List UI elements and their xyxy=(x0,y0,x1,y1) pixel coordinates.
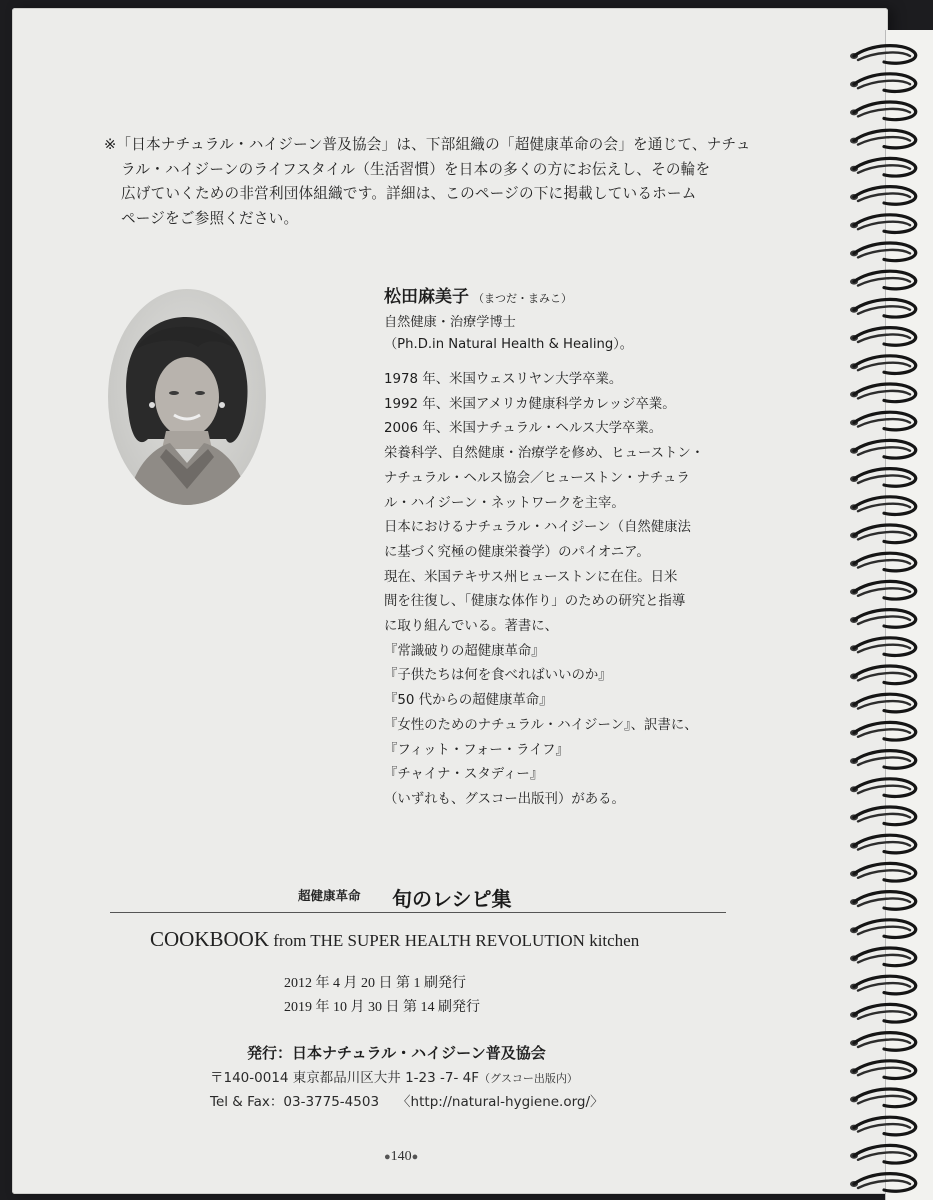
binding-coil xyxy=(850,666,916,684)
binding-coil xyxy=(850,863,916,881)
bio-line: 間を往復し、「健康な体作り」のための研究と指導 xyxy=(384,594,686,610)
binding-coil xyxy=(850,328,916,346)
binding-coil xyxy=(850,779,916,797)
publisher-address xyxy=(210,1066,578,1086)
bio-line: 日本におけるナチュラル・ハイジーン（自然健康法 xyxy=(384,520,691,536)
print-history-first: 2012 年 4 月 20 日 第 1 刷発行 xyxy=(284,976,466,991)
author-name: 松田麻美子 xyxy=(384,287,469,307)
binding-coil xyxy=(850,384,916,402)
bio-line: に取り組んでいる。著書に、 xyxy=(384,619,559,635)
binding-coil xyxy=(850,1089,916,1107)
author-bio xyxy=(384,282,844,813)
author-name-row xyxy=(384,282,844,312)
binding-coil xyxy=(850,497,916,515)
binding-coil xyxy=(850,948,916,966)
binding-coil xyxy=(850,610,916,628)
binding-coil xyxy=(850,553,916,571)
publisher-contact xyxy=(210,1090,604,1110)
bio-line: 栄養科学、自然健康・治療学を修め、ヒューストン・ xyxy=(384,446,705,462)
author-name-reading: （まつだ・まみこ） xyxy=(473,292,572,305)
bio-line: ナチュラル・ヘルス協会／ヒューストン・ナチュラ xyxy=(384,470,690,486)
binding-coil xyxy=(850,356,916,374)
colophon-english-title xyxy=(150,927,639,952)
bio-line: に基づく究極の健康栄養学）のパイオニア。 xyxy=(384,544,650,560)
page-number xyxy=(384,1149,418,1165)
bio-line: 『常識破りの超健康革命』 xyxy=(384,643,545,659)
binding-coil xyxy=(850,215,916,233)
page-number-text: 140 xyxy=(390,1149,412,1164)
binding-coil xyxy=(850,102,916,120)
author-bio-text xyxy=(384,368,844,813)
bio-line: 『子供たちは何を食べればいいのか』 xyxy=(384,668,612,684)
bio-line: 『フィット・フォー・ライフ』 xyxy=(384,742,569,758)
binding-coil xyxy=(850,187,916,205)
binding-coil xyxy=(850,1033,916,1051)
spiral-binding xyxy=(840,20,933,1200)
bio-line: 1978 年、米国ウェスリヤン大学卒業。 xyxy=(384,372,623,387)
note-line: ラル・ハイジーンのライフスタイル（生活習慣）を日本の多くの方にお伝えし、その輪を xyxy=(121,160,711,178)
binding-coil xyxy=(850,638,916,656)
english-title-part: from xyxy=(269,931,311,950)
bio-line: ル・ハイジーン・ネットワークを主宰。 xyxy=(384,495,625,511)
binding-coil xyxy=(850,299,916,317)
binding-coil xyxy=(850,1117,916,1135)
bio-line: 2006 年、米国ナチュラル・ヘルス大学卒業。 xyxy=(384,421,663,437)
binding-coil xyxy=(850,440,916,458)
address-text: 〒140-0014 東京都品川区大井 1-23 -7- 4F xyxy=(210,1070,479,1086)
binding-coil xyxy=(850,1145,916,1163)
english-title-part: COOKBOOK xyxy=(150,927,270,951)
binding-coil xyxy=(850,920,916,938)
binding-coil xyxy=(850,46,916,64)
author-title-en: （Ph.D.in Natural Health & Healing）。 xyxy=(384,337,633,352)
bio-line: 1992 年、米国アメリカ健康科学カレッジ卒業。 xyxy=(384,396,676,412)
binding-coil xyxy=(850,807,916,825)
binding-coil xyxy=(850,581,916,599)
bio-line: 『チャイナ・スタディー』 xyxy=(384,767,544,783)
binding-coil xyxy=(850,412,916,430)
binding-coil xyxy=(850,694,916,712)
binding-coil xyxy=(850,751,916,769)
author-title-jp: 自然健康・治療学博士 xyxy=(384,315,516,330)
binding-coil xyxy=(850,271,916,289)
bio-line: 現在、米国テキサス州ヒューストンに在住。日米 xyxy=(384,569,678,585)
binding-coil xyxy=(850,835,916,853)
organization-note xyxy=(104,133,754,231)
tel-fax: Tel & Fax：03-3775-4503 xyxy=(210,1094,380,1110)
bio-line: 『女性のためのナチュラル・ハイジーン』、訳書に、 xyxy=(384,717,698,733)
binding-coil xyxy=(850,469,916,487)
binding-coil xyxy=(850,1174,916,1192)
binding-coil xyxy=(850,976,916,994)
page-dot-left: ● xyxy=(384,1151,391,1163)
note-line: ページをご参照ください。 xyxy=(121,209,299,227)
website-url: 〈http://natural-hygiene.org/〉 xyxy=(397,1094,604,1110)
binding-coil xyxy=(850,722,916,740)
colophon-title: 旬のレシピ集 xyxy=(392,887,512,911)
colophon-series: 超健康革命 xyxy=(298,888,361,903)
binding-coil xyxy=(850,74,916,92)
binding-coil xyxy=(850,130,916,148)
binding-coil xyxy=(850,892,916,910)
page-dot-right: ● xyxy=(411,1151,419,1163)
binding-coil xyxy=(850,525,916,543)
bio-line: （いずれも、グスコー出版刊）がある。 xyxy=(384,791,625,807)
note-line: 広げていくための非営利団体組織です。詳細は、このページの下に掲載しているホーム xyxy=(121,185,697,202)
english-title-part: kitchen xyxy=(584,931,640,950)
binding-coil xyxy=(850,1061,916,1079)
address-note: （グスコー出版内） xyxy=(479,1072,578,1085)
colophon-divider xyxy=(110,912,726,913)
binding-coil xyxy=(850,243,916,261)
bio-line: 『50 代からの超健康革命』 xyxy=(384,693,553,709)
print-history-latest: 2019 年 10 月 30 日 第 14 刷発行 xyxy=(284,1000,480,1015)
publisher: 発行：日本ナチュラル・ハイジーン普及協会 xyxy=(247,1044,546,1062)
english-title-part: THE SUPER HEALTH REVOLUTION xyxy=(310,931,585,950)
binding-coil xyxy=(850,158,916,176)
binding-coil xyxy=(850,1004,916,1022)
author-portrait xyxy=(108,289,266,505)
note-line: ※「日本ナチュラル・ハイジーン普及協会」は、下部組織の「超健康革命の会」を通じて、ナチュ xyxy=(104,136,751,153)
